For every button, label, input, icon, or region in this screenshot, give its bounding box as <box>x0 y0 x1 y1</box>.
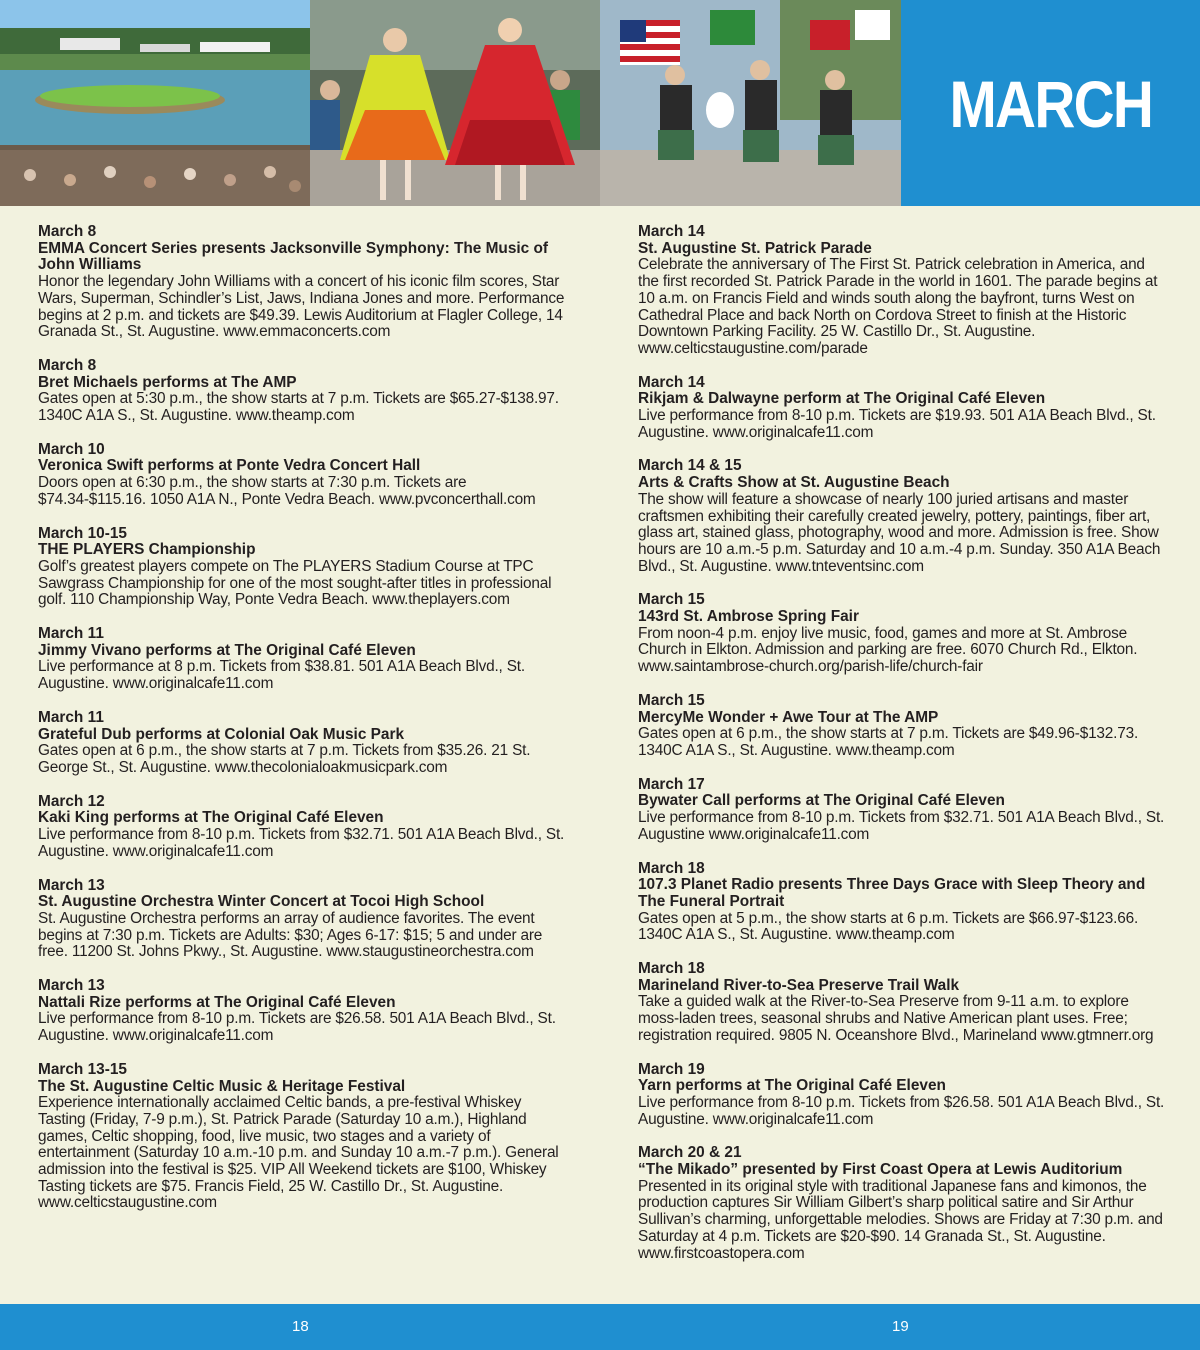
event-date: March 15 <box>638 591 705 609</box>
event-title: The St. Augustine Celtic Music & Heritage Festival <box>38 1077 406 1095</box>
event-date: March 11 <box>38 708 104 726</box>
event-date: March 13 <box>38 876 105 894</box>
event-item <box>638 458 1168 575</box>
footer-bar <box>0 1304 1200 1350</box>
event-title: 143rd St. Ambrose Spring Fair <box>638 608 859 626</box>
event-title: Rikjam & Dalwayne perform at The Original Café Eleven <box>638 390 1046 408</box>
event-description: Celebrate the anniversary of The First St. Patrick celebration in America, and the first recorded St. Patrick Parade in the world in 1601. The parade begins at 10 a.m. on Francis Field and winds south along the bayfront, turns West on Cathedral Place and back North on Cordova Street to finish at the Historic Downtown Parking Facility. 25 W. Castillo Dr., St. Augustine. www.celticstaugustine.com/parade <box>638 256 1158 357</box>
event-description: St. Augustine Orchestra performs an array of audience favorites. The event begins at 7:30 p.m. Tickets are Adults: $30; Ages 6-17: $15; 5 and under are free. 11200 St. Johns Pkwy., St. Augustine. www.staugustineorchestra.com <box>38 909 543 961</box>
event-title: Grateful Dub performs at Colonial Oak Music Park <box>38 725 405 743</box>
event-date: March 14 <box>638 223 705 240</box>
event-item <box>638 375 1168 442</box>
event-title: EMMA Concert Series presents Jacksonville Symphony: The Music of John Williams <box>38 239 549 274</box>
event-item <box>638 1145 1168 1262</box>
event-description: Gates open at 5 p.m., the show starts at 6 p.m. Tickets are $66.97-$123.66. 1340C A1A S., St. Augustine. www.theamp.com <box>638 909 1139 944</box>
event-item <box>38 710 568 777</box>
month-title: MARCH <box>949 67 1152 141</box>
event-item <box>638 961 1168 1045</box>
event-date: March 11 <box>38 625 104 643</box>
event-item <box>38 224 568 341</box>
event-description: The show will feature a showcase of nearly 100 juried artisans and master craftsmen exhibiting their carefully created jewelry, pottery, paintings, fiber art, glass art, stained glass, photography, wood and more. Admission is free. Show hours are 10 a.m.-5 p.m. Saturday and 10 a.m.-4 p.m. Sunday. 350 A1A Beach Blvd., St. Augustine. www.tnteventsinc.com <box>638 490 1161 575</box>
event-title: “The Mikado” presented by First Coast Opera at Lewis Auditorium <box>638 1161 1123 1179</box>
event-description: Live performance from 8-10 p.m. Tickets from $26.58. 501 A1A Beach Blvd., St. Augustine. www.originalcafe11.com <box>638 1093 1165 1128</box>
event-description: Gates open at 6 p.m., the show starts at 7 p.m. Tickets from $35.26. 21 St. George St., St. Augustine. www.thecolonialoakmusicpark.com <box>38 742 531 776</box>
event-description: Gates open at 5:30 p.m., the show starts at 7 p.m. Tickets are $65.27-$138.97. 1340C A1A S., St. Augustine. www.theamp.com <box>38 390 559 425</box>
event-item <box>638 592 1168 676</box>
event-title: Bret Michaels performs at The AMP <box>38 373 297 391</box>
event-date: March 14 <box>638 373 705 391</box>
left-column-events <box>38 224 568 1229</box>
photo-banner <box>0 0 1200 206</box>
event-item <box>38 978 568 1045</box>
event-description: Live performance from 8-10 p.m. Tickets from $32.71. 501 A1A Beach Blvd., St. Augustine www.originalcafe11.com <box>638 809 1165 843</box>
event-description: Honor the legendary John Williams with a concert of his iconic film scores, Star Wars, Superman, Schindler’s List, Jaws, Indiana Jones and more. Performance begins at 2 p.m. and tickets are $49.39. Lewis Auditorium at Flagler College, 14 Granada St., St. Augustine. www.emmaconcerts.com <box>38 273 565 341</box>
month-title-block <box>901 0 1200 206</box>
event-title: MercyMe Wonder + Awe Tour at The AMP <box>638 708 939 726</box>
event-date: March 19 <box>638 1060 705 1078</box>
event-item <box>38 526 568 610</box>
event-item <box>638 224 1168 358</box>
event-item <box>38 442 568 509</box>
event-item <box>638 1062 1168 1129</box>
event-description: Live performance from 8-10 p.m. Tickets are $19.93. 501 A1A Beach Blvd., St. Augustine. www.originalcafe11.com <box>638 407 1156 441</box>
event-title: 107.3 Planet Radio presents Three Days Grace with Sleep Theory and The Funeral Portrait <box>638 876 1146 910</box>
event-date: March 13 <box>38 977 105 995</box>
event-title: THE PLAYERS Championship <box>38 541 256 559</box>
event-title: Kaki King performs at The Original Café Eleven <box>38 809 384 827</box>
event-title: Jimmy Vivano performs at The Original Café Eleven <box>38 641 416 659</box>
event-date: March 8 <box>38 223 97 240</box>
page-number-left: 18 <box>292 1318 309 1335</box>
event-item <box>638 861 1168 945</box>
event-title: St. Augustine St. Patrick Parade <box>638 239 872 257</box>
bagpipe-parade-photo <box>600 0 901 206</box>
event-item <box>38 358 568 425</box>
event-date: March 10-15 <box>38 524 127 542</box>
event-description: Live performance from 8-10 p.m. Tickets are $26.58. 501 A1A Beach Blvd., St. Augustine. www.originalcafe11.com <box>38 1010 556 1045</box>
event-title: Arts & Crafts Show at St. Augustine Beach <box>638 474 950 492</box>
event-item <box>638 777 1168 844</box>
event-date: March 20 & 21 <box>638 1144 742 1162</box>
event-title: Marineland River-to-Sea Preserve Trail Walk <box>638 976 960 994</box>
event-date: March 18 <box>638 859 705 877</box>
event-item <box>638 693 1168 760</box>
event-date: March 15 <box>638 691 705 709</box>
event-description: Gates open at 6 p.m., the show starts at 7 p.m. Tickets are $49.96-$132.73. 1340C A1A S., St. Augustine. www.theamp.com <box>638 725 1139 759</box>
event-date: March 13-15 <box>38 1060 127 1078</box>
event-title: Yarn performs at The Original Café Eleven <box>638 1077 946 1095</box>
event-description: Doors open at 6:30 p.m., the show starts at 7:30 p.m. Tickets are $74.34-$115.16. 1050 A1A N., Ponte Vedra Beach. www.pvconcerthall.com <box>38 474 536 508</box>
event-title: Bywater Call performs at The Original Café Eleven <box>638 792 1005 810</box>
event-description: Experience internationally acclaimed Celtic bands, a pre-festival Whiskey Tasting (Friday, 7-9 p.m.), St. Patrick Parade (Saturday 10 a.m.), Highland games, Celtic shopping, food, live music, two stages and a variety of entertainment (Saturday 10 a.m.-10 p.m. and Sunday 10 a.m.-7 p.m.). General admission into the festival is $25. VIP All Weekend tickets are $100, Whiskey Tasting tickets are $75. Francis Field, 25 W. Castillo Dr., St. Augustine. www.celticstaugustine.com <box>38 1094 559 1212</box>
event-description: From noon-4 p.m. enjoy live music, food, games and more at St. Ambrose Church in Elkton. Admission and parking are free. 6070 Church Rd., Elkton. www.saintambrose-church.org/parish-life/church-fair <box>638 624 1138 676</box>
event-date: March 10 <box>38 440 105 458</box>
event-description: Live performance from 8-10 p.m. Tickets from $32.71. 501 A1A Beach Blvd., St. Augustine. www.originalcafe11.com <box>38 826 565 860</box>
event-item <box>38 626 568 693</box>
event-date: March 17 <box>638 775 705 793</box>
event-date: March 12 <box>38 792 105 810</box>
event-date: March 8 <box>38 356 97 374</box>
golf-course-photo <box>0 0 310 206</box>
event-description: Golf’s greatest players compete on The PLAYERS Stadium Course at TPC Sawgrass Championship for one of the most sought-after titles in professional golf. 110 Championship Way, Ponte Vedra Beach. www.theplayers.com <box>38 557 552 609</box>
event-description: Take a guided walk at the River-to-Sea Preserve from 9-11 a.m. to explore moss-laden trees, seasonal shrubs and Native American plant uses. Free; registration required. 9805 N. Oceanshore Blvd., Marineland www.gtmnerr.org <box>638 993 1154 1044</box>
event-title: Nattali Rize performs at The Original Café Eleven <box>38 993 396 1011</box>
event-title: St. Augustine Orchestra Winter Concert at Tocoi High School <box>38 893 485 911</box>
event-description: Presented in its original style with traditional Japanese fans and kimonos, the production captures Sir William Gilbert’s sharp political satire and Sir Arthur Sullivan’s charming, unforgettable melodies. Shows are Friday at 7:30 p.m. and Saturday at 4 p.m. Tickets are $20-$90. 14 Granada St., St. Augustine. www.firstcoastopera.com <box>638 1177 1163 1262</box>
event-date: March 18 <box>638 960 705 978</box>
event-item <box>38 878 568 962</box>
page-number-right: 19 <box>892 1318 909 1335</box>
event-title: Veronica Swift performs at Ponte Vedra Concert Hall <box>38 457 421 475</box>
event-item <box>38 794 568 861</box>
event-description: Live performance at 8 p.m. Tickets from $38.81. 501 A1A Beach Blvd., St. Augustine. www.originalcafe11.com <box>38 658 525 693</box>
event-item <box>38 1062 568 1212</box>
event-date: March 14 & 15 <box>638 457 742 475</box>
right-column-events <box>638 224 1168 1279</box>
irish-dancers-photo <box>310 0 600 206</box>
